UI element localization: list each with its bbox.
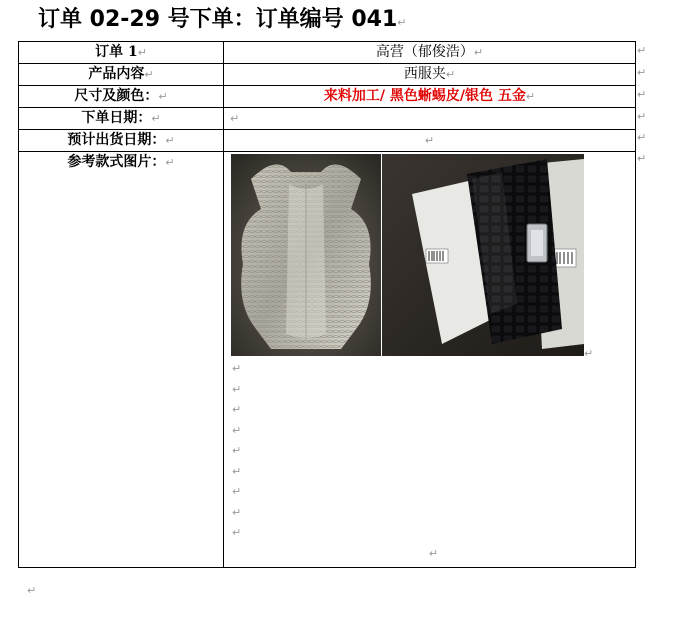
product-name: 西服夹 [403, 66, 446, 82]
reference-images [224, 154, 635, 359]
product-label [19, 64, 224, 86]
paragraph-mark: ↵ [445, 68, 456, 81]
order-label-text: 订单 1 [95, 44, 138, 60]
order-label [19, 42, 224, 64]
paragraph-mark: ↵ [144, 68, 154, 81]
table-row-ship-date [19, 130, 636, 152]
lizard-skin-photo[interactable] [231, 154, 381, 356]
paragraph-mark: ↵ [232, 464, 242, 478]
paragraph-mark: ↵ [27, 584, 37, 597]
paragraph-mark: ↵ [584, 347, 594, 360]
paragraph-mark: ↵ [232, 382, 242, 396]
paragraph-mark: ↵ [165, 156, 175, 169]
paragraph-mark: ↵ [397, 16, 407, 29]
paragraph-mark: ↵ [424, 134, 435, 147]
reference-images-label [19, 152, 224, 568]
paragraph-mark: ↵ [158, 90, 168, 103]
row-end-mark: ↵ [637, 152, 647, 165]
paragraph-mark: ↵ [151, 112, 161, 125]
paragraph-mark: ↵ [232, 485, 242, 498]
paragraph-mark: ↵ [232, 362, 242, 375]
reference-images-cell[interactable] [224, 152, 636, 568]
lizard-skin-image [231, 154, 381, 356]
table-row-order-date [19, 108, 636, 130]
paragraph-mark: ↵ [230, 112, 240, 125]
paragraph-mark: ↵ [232, 423, 242, 437]
size-color-text: 来料加工/ 黑色蜥蜴皮/银色 五金 [323, 88, 526, 104]
paragraph-mark: ↵ [525, 90, 536, 103]
row-end-mark: ↵ [637, 66, 647, 79]
paragraph-mark: ↵ [165, 134, 175, 147]
customer-name: 高营（郁俊浩） [375, 44, 474, 60]
row-end-mark: ↵ [637, 110, 647, 123]
black-wallet-photo[interactable] [382, 154, 584, 356]
table-row-reference-images [19, 152, 636, 568]
order-date-label-text: 下单日期： [81, 110, 152, 126]
order-date-value[interactable] [224, 108, 636, 130]
size-color-label [19, 86, 224, 108]
order-value[interactable] [224, 42, 636, 64]
row-end-mark: ↵ [637, 44, 647, 57]
paragraph-mark: ↵ [232, 526, 242, 539]
size-color-value[interactable] [224, 86, 636, 108]
black-wallet-image [382, 154, 584, 356]
ship-date-label-text: 预计出货日期： [67, 132, 166, 148]
reference-images-label-text: 参考款式图片： [67, 154, 166, 170]
ship-date-label [19, 130, 224, 152]
size-color-label-text: 尺寸及颜色： [74, 88, 159, 104]
product-label-text: 产品内容 [88, 66, 145, 82]
paragraph-mark: ↵ [232, 403, 242, 416]
table-row-size-color [19, 86, 636, 108]
paragraph-mark: ↵ [232, 505, 242, 519]
row-end-mark: ↵ [637, 131, 647, 144]
document-title-text: 订单 02-29 号下单：订单编号 041 [38, 7, 398, 32]
table-row-order [19, 42, 636, 64]
paragraph-mark: ↵ [137, 46, 147, 59]
order-date-label [19, 108, 224, 130]
empty-paragraphs [224, 359, 635, 564]
ship-date-value[interactable] [224, 130, 636, 152]
order-table [18, 41, 636, 568]
paragraph-mark: ↵ [428, 546, 439, 560]
product-value[interactable] [224, 64, 636, 86]
table-row-product [19, 64, 636, 86]
paragraph-mark: ↵ [232, 444, 242, 457]
row-end-mark: ↵ [637, 88, 647, 101]
paragraph-mark: ↵ [473, 46, 484, 59]
document-title [38, 6, 406, 37]
